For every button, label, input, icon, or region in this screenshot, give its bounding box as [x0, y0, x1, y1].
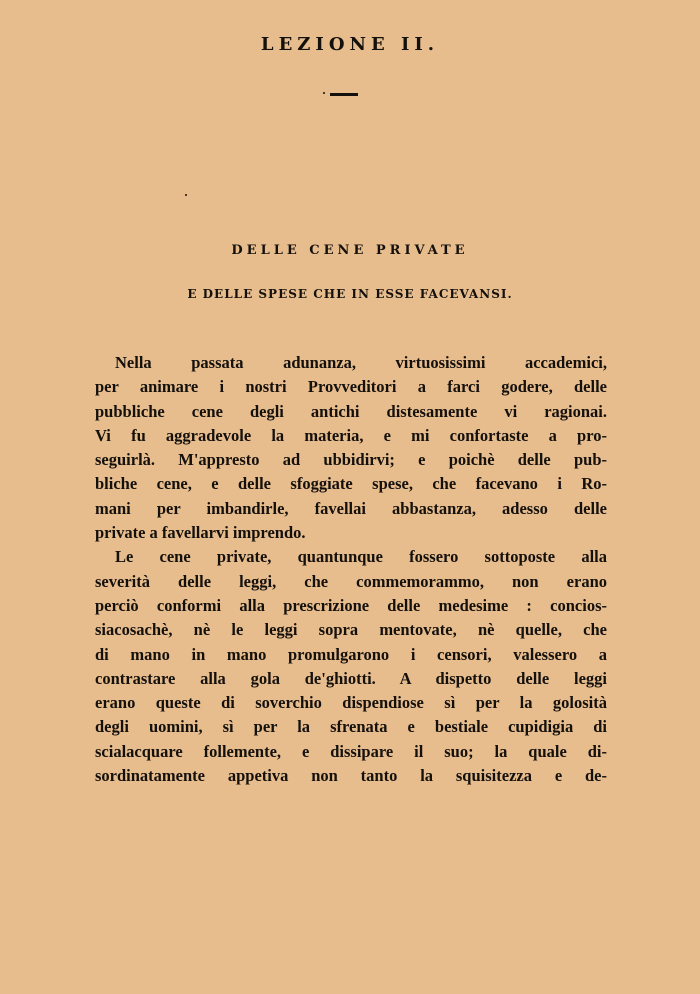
- text-line: per animare i nostri Provveditori a farci godere, delle: [95, 377, 607, 397]
- text-line: Le cene private, quantunque fossero sottoposte alla: [115, 547, 607, 567]
- text-line: perciò conformi alla prescrizione delle medesime : concios-: [95, 595, 607, 615]
- ink-speck: [185, 194, 187, 196]
- text-line: bliche cene, e delle sfoggiate spese, che facevano i Ro-: [95, 474, 607, 494]
- text-line: scialacquare follemente, e dissipare il suo; la quale di-: [95, 741, 607, 761]
- text-line: mani per imbandirle, favellai abbastanza, adesso delle: [95, 498, 607, 518]
- ink-speck: [323, 92, 325, 94]
- text-line: erano queste di soverchio dispendiose sì per la golosità: [95, 693, 607, 713]
- text-line: Vi fu aggradevole la materia, e mi confortaste a pro-: [95, 425, 607, 445]
- text-line: pubbliche cene degli antichi distesamente vi ragionai.: [95, 401, 607, 421]
- body-text: [95, 351, 607, 788]
- text-line: siacosachè, nè le leggi sopra mentovate, nè quelle, che: [95, 620, 607, 640]
- text-line: sordinatamente appetiva non tanto la squisitezza e de-: [95, 766, 607, 786]
- text-line: Nella passata adunanza, virtuosissimi accademici,: [115, 353, 607, 372]
- title-rule: [330, 93, 358, 96]
- lesson-title: LEZIONE II.: [260, 34, 440, 55]
- text-line: contrastare alla gola de'ghiotti. A dispetto delle leggi: [95, 668, 607, 688]
- text-line: severità delle leggi, che commemorammo, non erano: [95, 571, 607, 591]
- text-line: di mano in mano promulgarono i censori, valessero a: [95, 644, 607, 664]
- text-line: degli uomini, sì per la sfrenata e bestiale cupidigia di: [95, 717, 607, 737]
- text-line: private a favellarvi imprendo.: [95, 523, 306, 543]
- section-subheading: E DELLE SPESE CHE IN ESSE FACEVANSI.: [187, 287, 513, 301]
- section-heading: DELLE CENE PRIVATE: [231, 243, 469, 258]
- text-line: seguirlà. M'appresto ad ubbidirvi; e poichè delle pub-: [95, 450, 607, 470]
